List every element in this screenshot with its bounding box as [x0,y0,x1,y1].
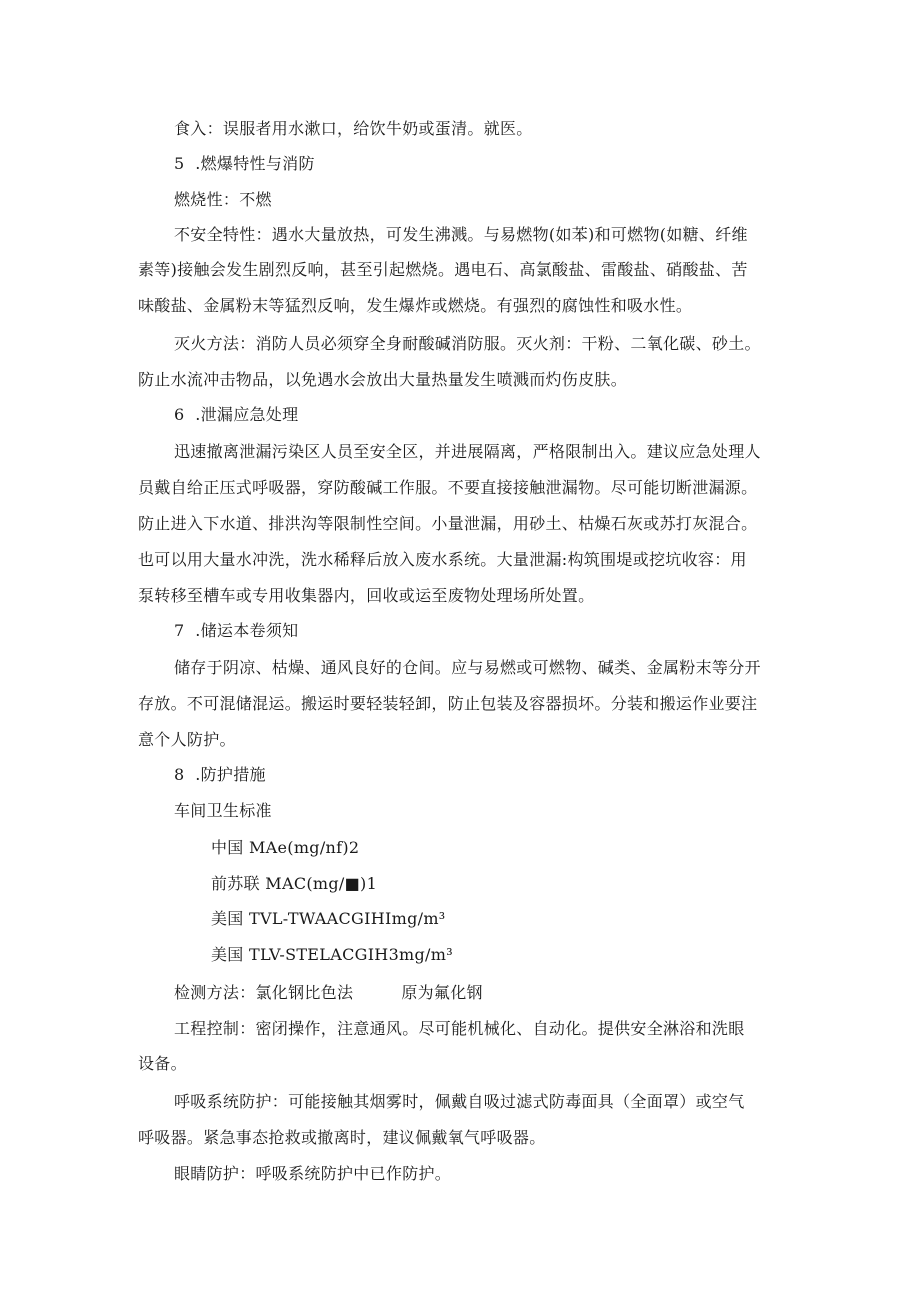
standard-us-stel: 美国 TLV-STELACGIH3mg/m³ [211,945,453,964]
section-7-heading: 7 .储运本卷须知 [174,621,299,640]
leak-line-4: 也可以用大量水冲洗，洗水稀释后放入废水系统。大量泄漏:构筑围堤或挖坑收容：用 [138,550,747,569]
leak-line-3: 防止进入下水道、排洪沟等限制性空间。小量泄漏，用砂土、枯燥石灰或苏打灰混合。 [138,514,758,533]
detection-line [174,983,483,1003]
eye-protection-text: 眼睛防护：呼吸系统防护中已作防护。 [174,1164,452,1183]
standard-china: 中国 MAe(mg/nf)2 [211,838,360,857]
fire-line-2: 防止水流冲击物品，以免遇水会放出大量热量发生喷溅而灼伤皮肤。 [138,370,628,389]
leak-line-2: 员戴自给正压式呼吸器，穿防酸碱工作服。不要直接接触泄漏物。尽可能切断泄漏源。 [138,478,758,497]
engineering-line-2: 设备。 [138,1054,187,1073]
detection-method: 检测方法：氯化钢比色法 [174,983,354,1002]
leak-line-5: 泵转移至槽车或专用收集器内，回收或运至废物处理场所处置。 [138,586,595,605]
standard-us-twa: 美国 TVL-TWAACGIHImg/m³ [211,909,446,928]
detection-note: 原为氟化钢 [401,983,483,1002]
storage-line-2: 存放。不可混储混运。搬运时要轻装轻卸，防止包装及容器损坏。分装和搬运作业要注 [138,694,758,713]
storage-line-1: 储存于阴凉、枯燥、通风良好的仓间。应与易燃或可燃物、碱类、金属粉末等分开 [174,658,761,677]
unsafe-line-1: 不安全特性：遇水大量放热，可发生沸溅。与易燃物(如苯)和可燃物(如糖、纤维 [174,225,748,244]
unsafe-line-2: 素等)接触会发生剧烈反响，甚至引起燃烧。遇电石、高氯酸盐、雷酸盐、硝酸盐、苦 [138,260,748,279]
respiratory-line-1: 呼吸系统防护：可能接触其烟雾时，佩戴自吸过滤式防毒面具（全面罩）或空气 [174,1092,745,1111]
flammability-text: 燃烧性：不燃 [174,190,272,209]
unsafe-line-3: 味酸盐、金属粉末等猛烈反响，发生爆炸或燃烧。有强烈的腐蚀性和吸水性。 [138,296,693,315]
leak-line-1: 迅速撤离泄漏污染区人员至安全区，并进展隔离，严格限制出入。建议应急处理人 [174,442,761,461]
workshop-standard-label: 车间卫生标准 [174,801,272,820]
standard-ussr: 前苏联 MAC(mg/■)1 [211,874,378,893]
section-5-heading: 5 .燃爆特性与消防 [174,154,315,173]
fire-line-1: 灭火方法：消防人员必须穿全身耐酸碱消防服。灭火剂：干粉、二氧化碳、砂土。 [174,334,761,353]
section-8-heading: 8 .防护措施 [174,765,266,784]
section-6-heading: 6 .泄漏应急处理 [174,405,299,424]
respiratory-line-2: 呼吸器。紧急事态抢救或撤离时，建议佩戴氧气呼吸器。 [138,1128,546,1147]
ingestion-text: 食入：误服者用水漱口，给饮牛奶或蛋清。就医。 [174,119,533,138]
engineering-line-1: 工程控制：密闭操作，注意通风。尽可能机械化、自动化。提供安全淋浴和洗眼 [174,1019,745,1038]
storage-line-3: 意个人防护。 [138,730,236,749]
